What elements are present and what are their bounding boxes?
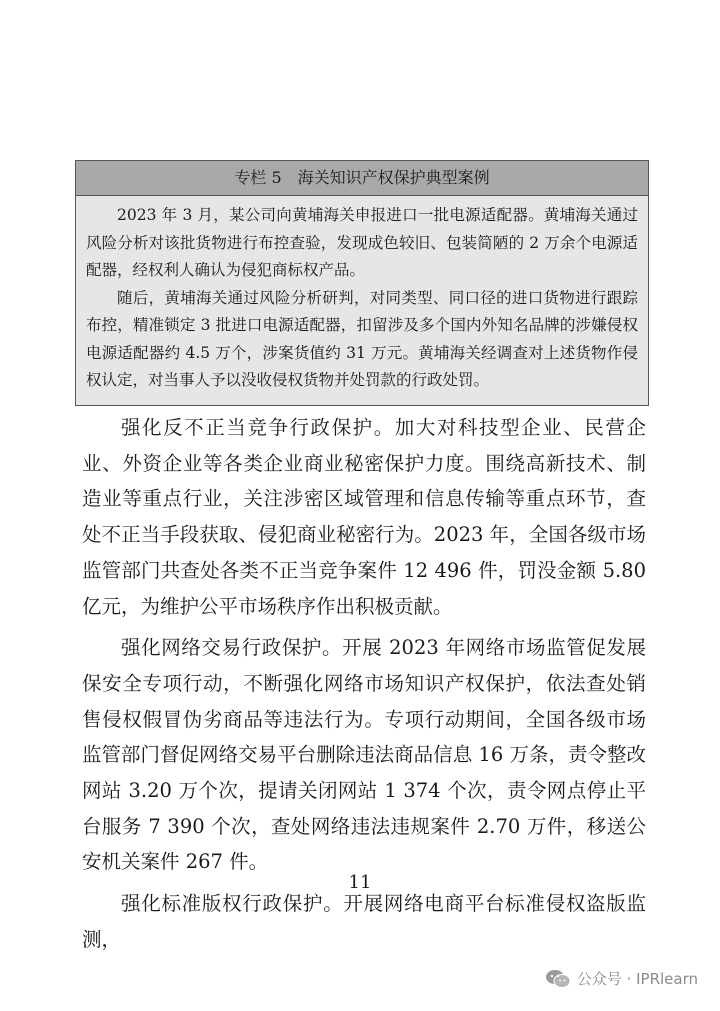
body-paragraph: 强化标准版权行政保护。开展网络电商平台标准侵权盗版监测，: [82, 892, 646, 951]
case-column-box: [75, 160, 649, 406]
case-column-title: 专栏 5 海关知识产权保护典型案例: [76, 161, 648, 196]
case-column-body: [76, 196, 648, 405]
wechat-icon: [545, 969, 571, 989]
page-number: 11: [348, 872, 372, 893]
case-paragraph: 随后，黄埔海关通过风险分析研判，对同类型、同口径的进口货物进行跟踪布控，精准锁定 3 批进口电源适配器，扣留涉及多个国内外知名品牌的涉嫌侵权电源适配器约 4.5 万个，涉案货值约 31 万元。黄埔海关经调查对上述货物作侵权认定，对当事人予以没收侵权货物并处罚款的行政处罚。: [86, 288, 638, 389]
body-paragraph: 强化网络交易行政保护。开展 2023 年网络市场监管促发展保安全专项行动，不断强化网络市场知识产权保护，依法查处销售侵权假冒伪劣商品等违法行为。专项行动期间，全国各级市场监管部门督促网络交易平台删除违法商品信息 16 万条，责令整改网站 3.20 万个次，提请关闭网站 1 374 个次，责令网点停止平台服务 7 390 个次，查处网络违法违规案件 2.70 万件，移送公安机关案件 267 件。: [82, 636, 646, 874]
case-paragraph: 2023 年 3 月，某公司向黄埔海关申报进口一批电源适配器。黄埔海关通过风险分析对该批货物进行布控查验，发现成色较旧、包装简陋的 2 万余个电源适配器，经权利人确认为侵犯商标权产品。: [86, 206, 638, 279]
watermark: [545, 968, 698, 989]
watermark-text: 公众号 · IPRlearn: [576, 970, 698, 988]
body-paragraph: 强化反不正当竞争行政保护。加大对科技型企业、民营企业、外资企业等各类企业商业秘密保护力度。围绕高新技术、制造业等重点行业，关注涉密区域管理和信息传输等重点环节，查处不正当手段获取、侵犯商业秘密行为。2023 年，全国各级市场监管部门共查处各类不正当竞争案件 12 496 件，罚没金额 5.80 亿元，为维护公平市场秩序作出积极贡献。: [82, 416, 646, 618]
